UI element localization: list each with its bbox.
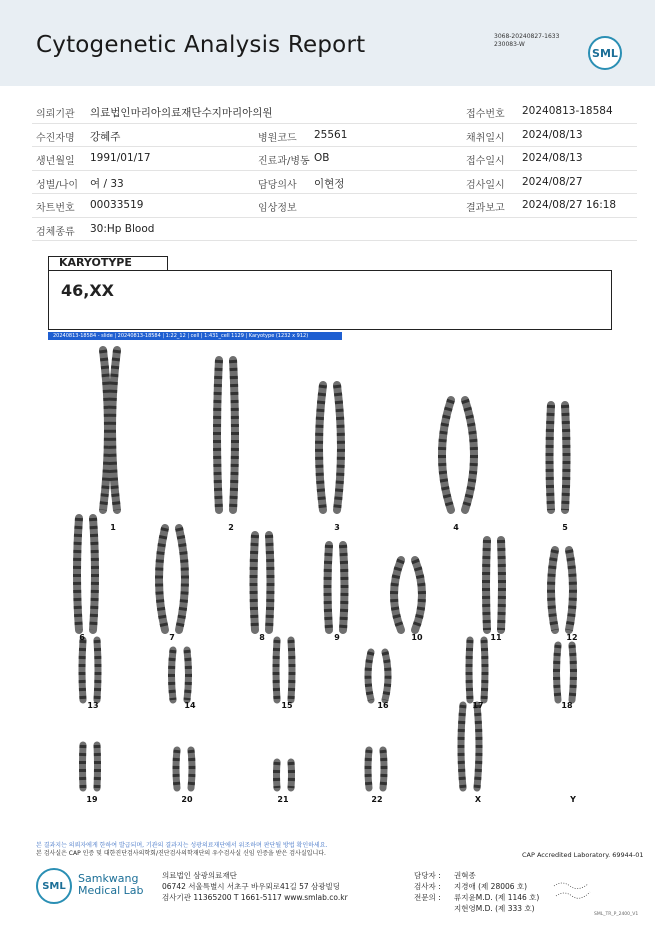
- chromosome-19-1: [83, 745, 84, 788]
- doctor-label: 담당의사: [258, 179, 297, 191]
- staff-row-4: [414, 903, 539, 914]
- institution-value: 의료법인마리아의료재단수지마리아의원: [90, 107, 273, 119]
- receive-date-label: 접수일시: [466, 156, 505, 167]
- chromosome-2-2: [233, 360, 235, 510]
- chromosome-label-10: 10: [411, 633, 423, 642]
- chart-no-value: 00033519: [90, 199, 144, 211]
- document-id: [494, 33, 559, 49]
- karyotype-result: 46,XX: [61, 281, 115, 300]
- staff-value-3: 류지윤M.D. (제 1146 호): [454, 893, 540, 902]
- chromosome-label-19: 19: [86, 795, 98, 804]
- info-row-4: [32, 171, 637, 195]
- doctor-value: 이현정: [314, 177, 345, 190]
- chromosome-21-2: [291, 762, 292, 788]
- footer-notes: [36, 842, 327, 858]
- chromosome-label-1: 1: [110, 523, 116, 532]
- collect-date-label: 채취일시: [466, 132, 505, 144]
- patient-value: 강혜주: [90, 130, 121, 143]
- chromosome-label-12: 12: [566, 633, 578, 642]
- chromosome-label-Y: Y: [570, 795, 576, 804]
- report-title: Cytogenetic Analysis Report: [36, 32, 366, 58]
- chromosome-label-17: 17: [472, 701, 484, 710]
- footer-note-2: 본 검사실은 CAP 인증 및 대한진단검사의학회/진단검사의학재단의 우수검사실 신임 인증을 받은 검사실입니다.: [36, 850, 326, 857]
- karyotype-box: [48, 270, 612, 330]
- sml-logo-text: SML: [592, 46, 618, 60]
- report-header: [0, 0, 655, 86]
- footer-sml-logo: [36, 868, 72, 904]
- chromosome-label-9: 9: [334, 633, 340, 642]
- lab-name-line2: Medical Lab: [78, 884, 144, 897]
- chromosome-label-5: 5: [562, 523, 568, 532]
- chromosome-label-20: 20: [181, 795, 193, 804]
- staff-row-1: [414, 870, 539, 881]
- info-row-5: [32, 194, 637, 218]
- staff-list: [414, 870, 539, 914]
- clinical-label: 임상정보: [258, 203, 297, 214]
- staff-row-3: [414, 892, 539, 903]
- karyogram-image: [0, 340, 655, 820]
- sml-logo: [588, 36, 622, 70]
- karyotype-tab: KARYOTYPE: [48, 256, 168, 270]
- collect-date-value: 2024/08/13: [522, 128, 583, 141]
- image-caption-strip: 20240813-18584 - slide | 20240813-18584 | 1:22_12 | cell | 1:431_cell 1129 | Karyotype (1232 x 912): [48, 332, 342, 340]
- address-line2: 06742 서울특별시 서초구 바우뫼로41길 57 삼광빌딩: [162, 882, 341, 891]
- receipt-no-label: 접수번호: [466, 109, 505, 120]
- chromosome-label-21: 21: [277, 795, 289, 804]
- specimen-value: 30:Hp Blood: [90, 222, 155, 235]
- chromosome-7-2: [179, 528, 185, 630]
- cap-accreditation: CAP Accredited Laboratory. 69944-01: [522, 851, 644, 859]
- report-label: 결과보고: [466, 203, 505, 214]
- chromosome-label-22: 22: [371, 795, 383, 804]
- staff-value-2: 지경애 (제 28006 호): [454, 882, 528, 891]
- staff-label-2: 검사자 :: [414, 882, 441, 891]
- test-date-value: 2024/08/27: [522, 175, 583, 188]
- patient-info-table: [32, 100, 637, 241]
- chromosome-layer: [77, 350, 574, 788]
- test-date-label: 검사일시: [466, 179, 505, 191]
- sex-age-value: 여 / 33: [90, 177, 124, 190]
- chromosome-label-8: 8: [259, 633, 265, 642]
- chromosome-11-2: [501, 540, 502, 630]
- info-row-6: [32, 218, 637, 242]
- chromosome-2-1: [217, 360, 219, 510]
- address-line3: 검사기관 11365200 T 1661-5117 www.smlab.co.kr: [162, 893, 348, 902]
- chart-no-label: 차트번호: [36, 203, 75, 214]
- lab-name-line1: Samkwang: [78, 872, 139, 885]
- chromosome-label-6: 6: [79, 633, 85, 642]
- chromosome-label-13: 13: [87, 701, 99, 710]
- chromosome-label-X: X: [474, 795, 482, 804]
- address-line1: 의료법인 삼광의료재단: [162, 871, 237, 880]
- chromosome-19-2: [97, 745, 98, 788]
- chromosome-label-15: 15: [281, 701, 293, 710]
- info-row-3: [32, 147, 637, 171]
- chromosome-label-3: 3: [334, 523, 340, 532]
- document-id-line1: 3068-20240827-1633: [494, 33, 560, 40]
- lab-address: [162, 870, 348, 903]
- staff-value-4: 지현영M.D. (제 333 호): [454, 904, 535, 913]
- chromosome-11-1: [486, 540, 487, 630]
- institution-label: 의뢰기관: [36, 109, 75, 120]
- staff-row-2: [414, 881, 539, 892]
- footer-logo-text: SML: [42, 880, 66, 892]
- signature-scribble: [552, 878, 592, 904]
- info-row-1: [32, 100, 637, 124]
- chromosome-21-1: [277, 762, 278, 788]
- staff-label-3: 전문의 :: [414, 893, 441, 902]
- dept-label: 진료과/병동: [258, 156, 310, 167]
- info-row-2: [32, 124, 637, 148]
- chromosome-label-11: 11: [490, 633, 502, 642]
- chromosome-label-18: 18: [561, 701, 573, 710]
- chromosome-label-14: 14: [184, 701, 196, 710]
- chromosome-label-2: 2: [228, 523, 234, 532]
- form-code: SML_TR_P_2400_V1: [594, 912, 639, 917]
- lab-name: [78, 873, 144, 897]
- hospital-code-label: 병원코드: [258, 132, 297, 144]
- specimen-label: 검체종류: [36, 226, 75, 238]
- sex-age-label: 성별/나이: [36, 179, 79, 191]
- hospital-code-value: 25561: [314, 128, 348, 141]
- report-value: 2024/08/27 16:18: [522, 199, 617, 211]
- staff-value-1: 권혁종: [454, 871, 476, 880]
- birth-value: 1991/01/17: [90, 152, 151, 164]
- receive-date-value: 2024/08/13: [522, 152, 583, 164]
- birth-label: 생년월일: [36, 156, 75, 167]
- staff-label-1: 담당자 :: [414, 871, 441, 880]
- receipt-no-value: 20240813-18584: [522, 105, 613, 117]
- patient-label: 수진자명: [36, 132, 75, 144]
- document-id-line2: 230083-W: [494, 41, 525, 48]
- chromosome-label-16: 16: [377, 701, 389, 710]
- chromosome-label-7: 7: [169, 633, 175, 642]
- footer-note-1: 본 결과지는 의뢰자에게 한하여 발급되며, 기관의 결과지는 성광의료재단에서 위조하며 판단될 방법 확인하세요.: [36, 842, 328, 849]
- chromosome-7-1: [159, 528, 165, 630]
- chromosome-label-4: 4: [453, 523, 459, 532]
- dept-value: OB: [314, 152, 330, 164]
